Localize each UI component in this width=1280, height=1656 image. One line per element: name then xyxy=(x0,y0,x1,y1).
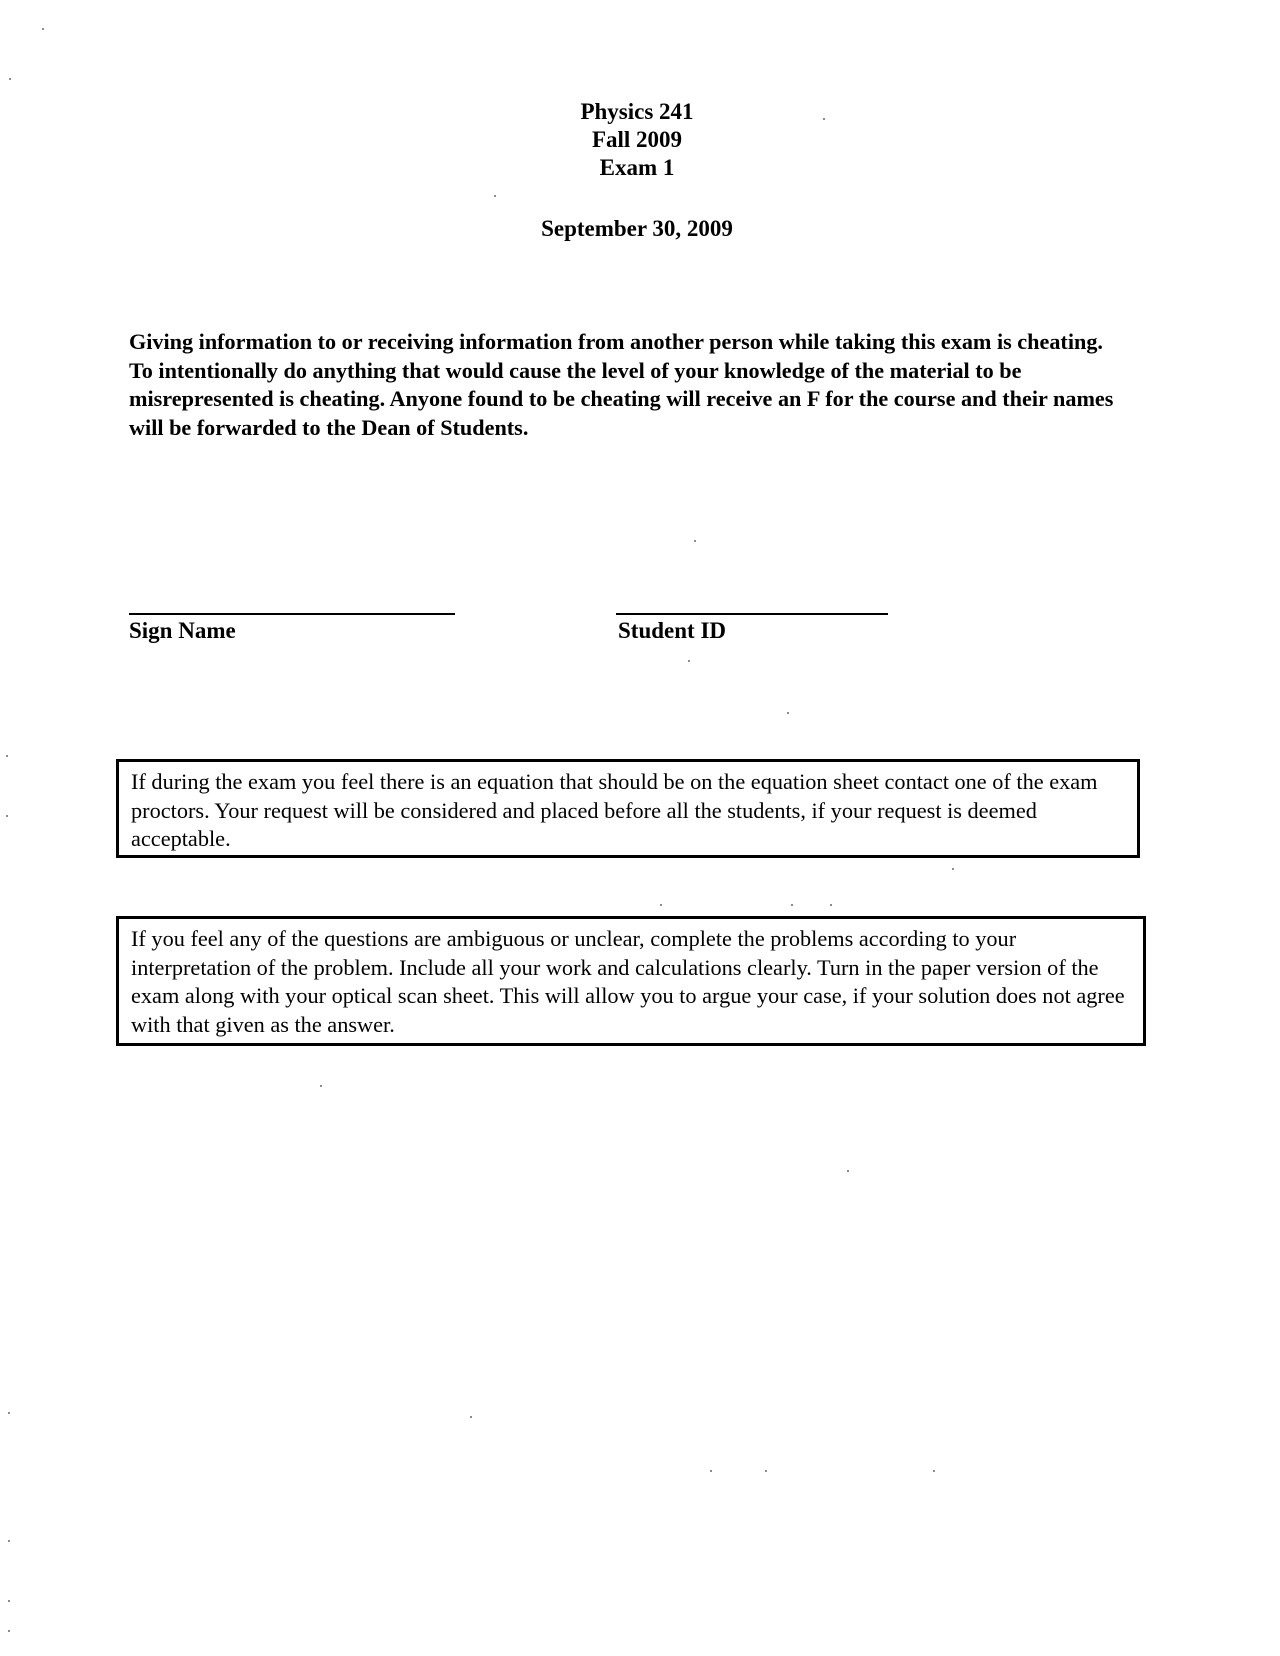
student-id-line xyxy=(616,613,888,615)
scan-speck xyxy=(952,868,954,870)
scan-speck xyxy=(710,1470,712,1472)
scan-speck xyxy=(8,1540,10,1542)
scan-speck xyxy=(8,1412,10,1414)
scan-speck xyxy=(660,904,662,906)
sign-name-line xyxy=(129,613,455,615)
sign-name-label: Sign Name xyxy=(129,618,236,643)
cheating-warning: Giving information to or receiving information from another person while taking this exam is cheating. To intentionally do anything that would cause the level of your knowledge of the material to be misrepresented is cheating. Anyone found to be cheating will receive an F for the course and their names will be forwarded to the Dean of Students. xyxy=(129,329,1114,440)
scan-speck xyxy=(470,1416,472,1418)
scan-speck xyxy=(494,195,496,197)
course-title: Physics 241 xyxy=(580,99,694,124)
scan-speck xyxy=(765,1470,767,1472)
scan-speck xyxy=(42,28,44,30)
exam-date: September 30, 2009 xyxy=(541,216,733,241)
scan-speck xyxy=(787,712,789,714)
scan-speck xyxy=(6,815,8,817)
student-id-label: Student ID xyxy=(618,618,727,643)
scan-speck xyxy=(9,78,11,80)
scan-speck xyxy=(847,1170,849,1172)
scan-speck xyxy=(791,904,793,906)
scan-speck xyxy=(823,118,825,120)
term: Fall 2009 xyxy=(591,127,683,152)
exam-number: Exam 1 xyxy=(599,155,675,180)
ambiguous-notice-box xyxy=(116,916,1146,1046)
scan-speck xyxy=(688,660,690,662)
scan-speck xyxy=(830,904,832,906)
scan-speck xyxy=(8,1630,10,1632)
scan-speck xyxy=(694,540,696,542)
equation-notice-text: If during the exam you feel there is an equation that should be on the equation sheet contact one of the exam proctors. Your request will be considered and placed before all the students, if your request is deemed acceptable. xyxy=(131,769,1098,851)
exam-header xyxy=(487,98,787,182)
scan-speck xyxy=(8,1600,10,1602)
scan-speck xyxy=(933,1470,935,1472)
ambiguous-notice-text: If you feel any of the questions are ambiguous or unclear, complete the problems according to your interpretation of the problem. Include all your work and calculations clearly. Turn in the paper version of the exam along with your optical scan sheet. This will allow you to argue your case, if your solution does not agree with that given as the answer. xyxy=(131,926,1125,1037)
scan-speck xyxy=(6,755,8,757)
scan-speck xyxy=(320,1085,322,1087)
equation-notice-box xyxy=(116,759,1140,858)
